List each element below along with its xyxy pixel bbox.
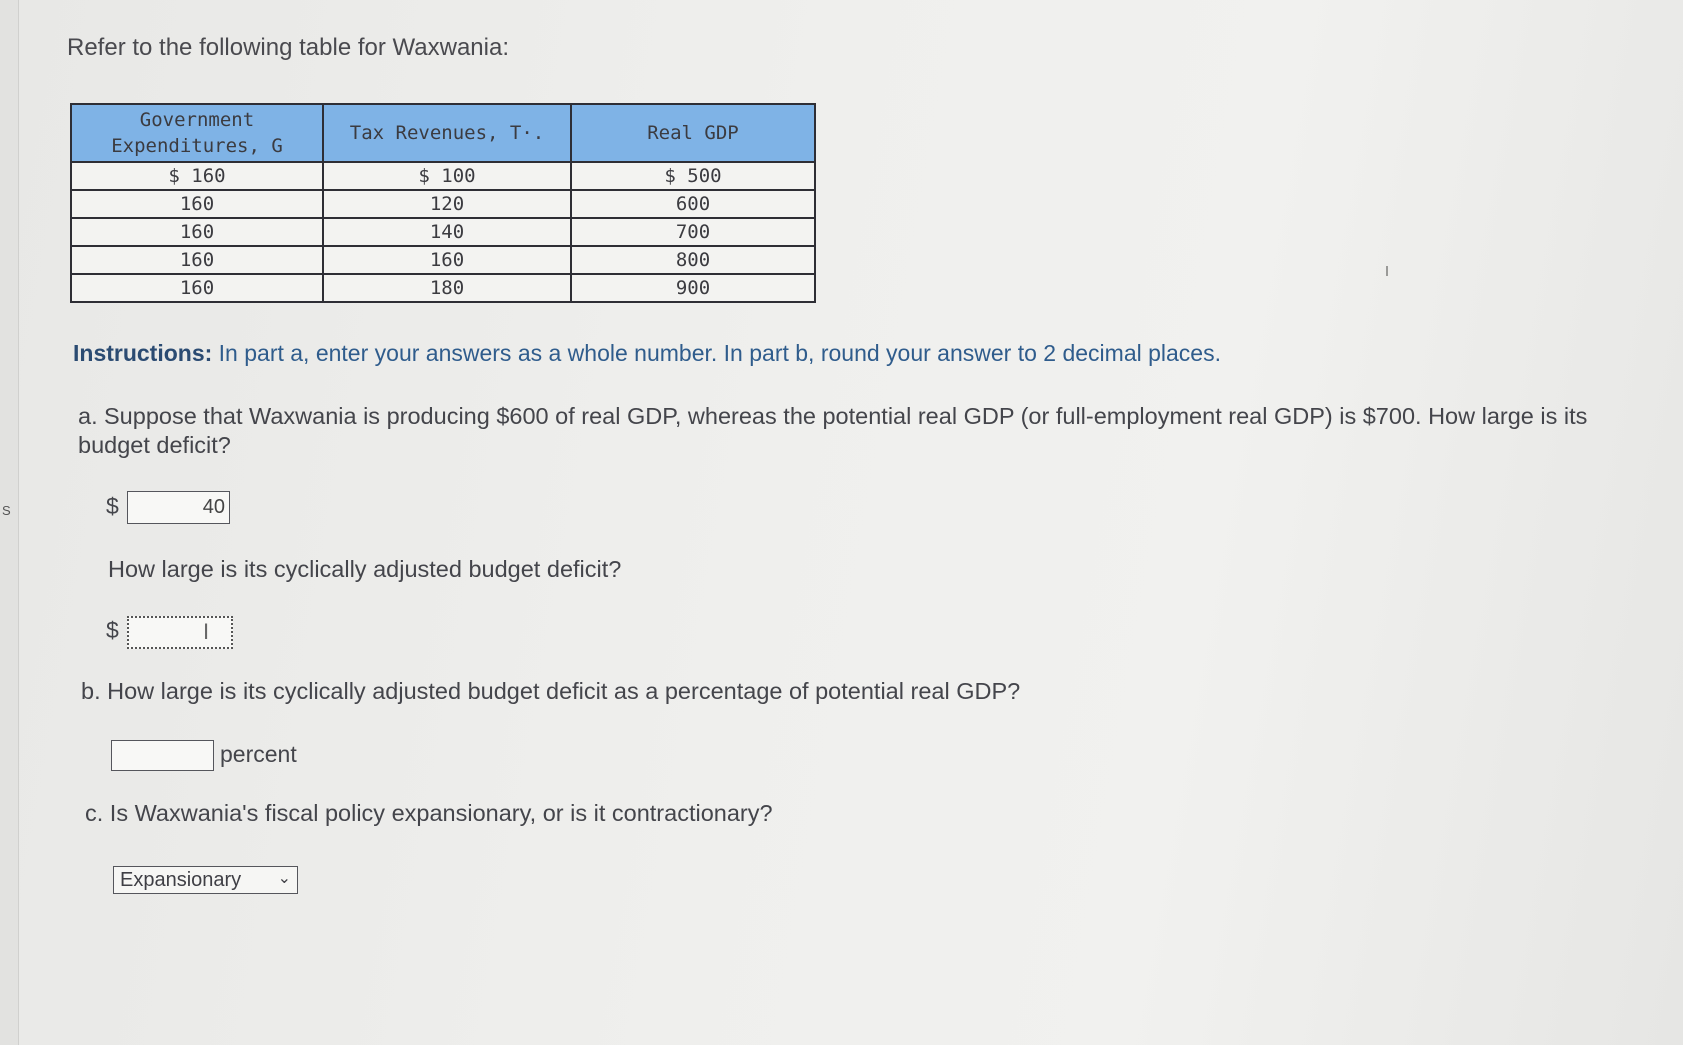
- table-cell: $ 500: [571, 162, 815, 190]
- table-row: [71, 190, 815, 218]
- fiscal-policy-select[interactable]: [113, 866, 298, 894]
- table-header-row: [71, 104, 815, 162]
- table-row: [71, 246, 815, 274]
- table-cell: 160: [71, 246, 323, 274]
- table-cell: 800: [571, 246, 815, 274]
- part-a-label: a.: [78, 403, 98, 429]
- instructions-text: In part a, enter your answers as a whole number. In part b, round your answer to 2 decimal places.: [212, 340, 1221, 366]
- chevron-down-icon: ⌄: [277, 870, 291, 887]
- instructions-label: Instructions:: [73, 340, 213, 366]
- stray-mark: [1386, 266, 1388, 276]
- table-row: [71, 218, 815, 246]
- table-cell: $ 160: [71, 162, 323, 190]
- table-cell: 160: [71, 274, 323, 302]
- percentage-input[interactable]: [111, 740, 214, 771]
- data-table: [70, 103, 816, 303]
- instructions: [73, 340, 1221, 367]
- currency-symbol: $: [106, 617, 119, 643]
- currency-symbol: $: [106, 493, 119, 519]
- left-panel-edge: [0, 0, 19, 1045]
- edge-mark: S: [2, 503, 11, 518]
- table-cell: 180: [323, 274, 571, 302]
- percent-label: percent: [220, 741, 297, 767]
- table-row: [71, 162, 815, 190]
- budget-deficit-input[interactable]: 40: [127, 491, 230, 524]
- table-cell: $ 100: [323, 162, 571, 190]
- table-row: [71, 274, 815, 302]
- cyclically-adjusted-deficit-input[interactable]: [127, 616, 233, 649]
- table-cell: 160: [71, 218, 323, 246]
- table-cell: 140: [323, 218, 571, 246]
- intro-text: Refer to the following table for Waxwania:: [67, 34, 509, 61]
- part-a-question-text: Suppose that Waxwania is producing $600 of real GDP, whereas the potential real GDP (or full-employment real GDP) is $700. How large is its budget deficit?: [78, 403, 1588, 458]
- header-tax-revenues: Tax Revenues, T·.: [323, 104, 571, 162]
- fiscal-policy-selected: Expansionary: [120, 869, 242, 891]
- table-cell: 900: [571, 274, 815, 302]
- table-cell: 160: [71, 190, 323, 218]
- part-b-question: b. How large is its cyclically adjusted budget deficit as a percentage of potential real GDP?: [81, 678, 1021, 704]
- header-real-gdp: Real GDP: [571, 104, 815, 162]
- header-gov-expenditures: Government Expenditures, G: [71, 104, 323, 162]
- table-cell: 600: [571, 190, 815, 218]
- text-cursor-icon: I: [203, 619, 210, 644]
- part-a-question-2: How large is its cyclically adjusted budget deficit?: [108, 556, 622, 582]
- table-cell: 160: [323, 246, 571, 274]
- part-a-question: [78, 402, 1598, 460]
- table-cell: 120: [323, 190, 571, 218]
- part-c-question: c. Is Waxwania's fiscal policy expansionary, or is it contractionary?: [85, 800, 773, 826]
- table-cell: 700: [571, 218, 815, 246]
